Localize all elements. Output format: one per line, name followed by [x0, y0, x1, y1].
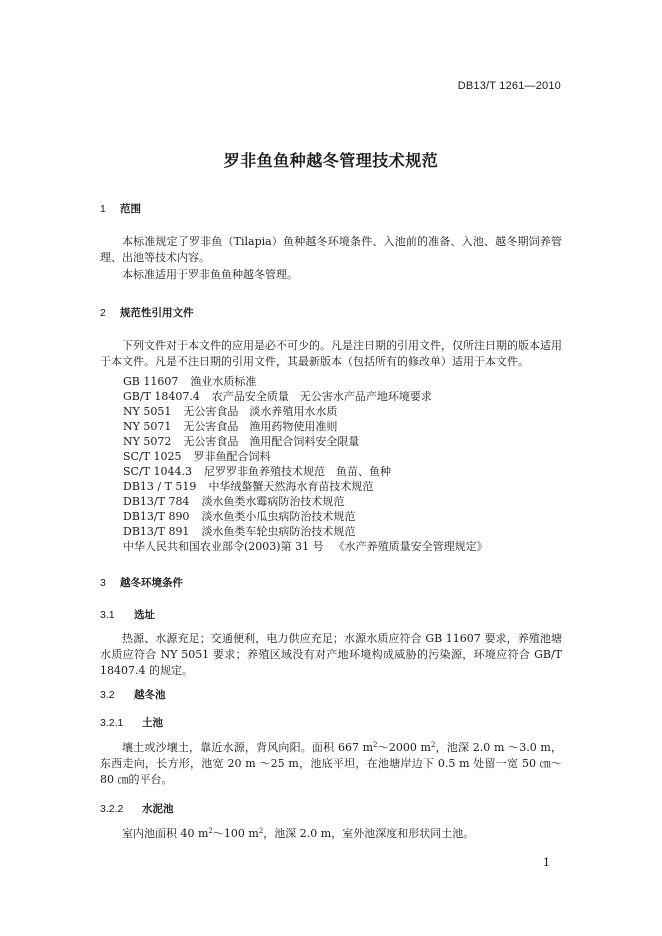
section-number: 3.2.2 — [100, 803, 124, 815]
section-3-2-2-paragraph: 室内池面积 40 $m^2\sim 100$ $m^2$，池深 2.0 m，室外池深度和形状同土池。 — [122, 827, 475, 840]
reference-item: SC/T 1025 罗非鱼配合饲料 — [123, 450, 271, 463]
section-3-2-1-paragraph: 壤土或沙壤土，靠近水源，背风向阳。面积 667 $m^2\sim 2000$ $m^2$，池深 2.0 m ～3.0 m，东西走向，长方形，池宽 20 m ～25 m，池底平坦，在池塘岸边下 0.5 m 处留一宽 50 ㎝～80 ㎝的平台。 — [100, 741, 563, 786]
section-2-paragraph-1: 下列文件对于本文件的应用是必不可少的。凡是注日期的引用文件，仅所注日期的版本适用于本文件。凡是不注日期的引用文件，其最新版本（包括所有的修改单）适用于本文件。 — [100, 339, 562, 368]
reference-item: DB13/T 784 淡水鱼类水霉病防治技术规范 — [123, 495, 345, 508]
section-title: 选址 — [134, 609, 155, 621]
section-2-heading — [100, 306, 194, 321]
reference-item: DB13 / T 519 中华绒螯蟹天然海水育苗技术规范 — [123, 480, 374, 493]
reference-item: NY 5051 无公害食品 淡水养殖用水水质 — [123, 405, 338, 418]
section-number: 2 — [100, 307, 106, 319]
section-3-2-2-heading — [100, 802, 174, 817]
section-number: 3.1 — [100, 609, 115, 621]
page-number: 1 — [543, 856, 550, 869]
section-1-heading — [100, 202, 141, 217]
reference-item: GB/T 18407.4 农产品安全质量 无公害水产品产地环境要求 — [123, 390, 432, 403]
section-3-2-heading — [100, 688, 166, 703]
section-3-1-heading — [100, 608, 155, 623]
section-title: 规范性引用文件 — [120, 307, 194, 319]
standard-code-header: DB13/T 1261—2010 — [457, 80, 561, 92]
section-title: 越冬池 — [134, 689, 166, 701]
section-title: 土池 — [142, 717, 163, 729]
section-1-paragraph-1: 本标准规定了罗非鱼（Tilapia）鱼种越冬环境条件、入池前的准备、入池、越冬期饲养管理、出池等技术内容。 — [100, 235, 562, 264]
reference-item: 中华人民共和国农业部令(2003)第 31 号 《水产养殖质量安全管理规定》 — [123, 540, 488, 553]
reference-item: NY 5072 无公害食品 渔用配合饲料安全限量 — [123, 435, 360, 448]
section-title: 越冬环境条件 — [120, 577, 183, 589]
section-3-heading — [100, 576, 183, 591]
reference-item: GB 11607 渔业水质标准 — [123, 375, 257, 388]
section-1-paragraph-2: 本标准适用于罗非鱼鱼种越冬管理。 — [122, 268, 298, 281]
reference-item: DB13/T 891 淡水鱼类车轮虫病防治技术规范 — [123, 525, 356, 538]
section-3-1-paragraph: 热源、水源充足；交通便利，电力供应充足；水源水质应符合 GB 11607 要求，养殖池塘水质应符合 NY 5051 要求；养殖区域没有对产地环境构成威胁的污染源，环境应符合 GB/T 18407.4 的规定。 — [100, 632, 562, 677]
section-number: 3.2.1 — [100, 717, 124, 729]
section-title: 水泥池 — [142, 803, 174, 815]
section-number: 3.2 — [100, 689, 115, 701]
section-number: 1 — [100, 203, 106, 215]
section-number: 3 — [100, 577, 106, 589]
reference-item: SC/T 1044.3 尼罗罗非鱼养殖技术规范 鱼苗、鱼种 — [123, 465, 391, 478]
section-title: 范围 — [120, 203, 141, 215]
document-title: 罗非鱼鱼种越冬管理技术规范 — [223, 151, 439, 170]
reference-item: NY 5071 无公害食品 渔用药物使用准则 — [123, 420, 338, 433]
reference-item: DB13/T 890 淡水鱼类小瓜虫病防治技术规范 — [123, 510, 356, 523]
section-3-2-1-heading — [100, 716, 163, 731]
